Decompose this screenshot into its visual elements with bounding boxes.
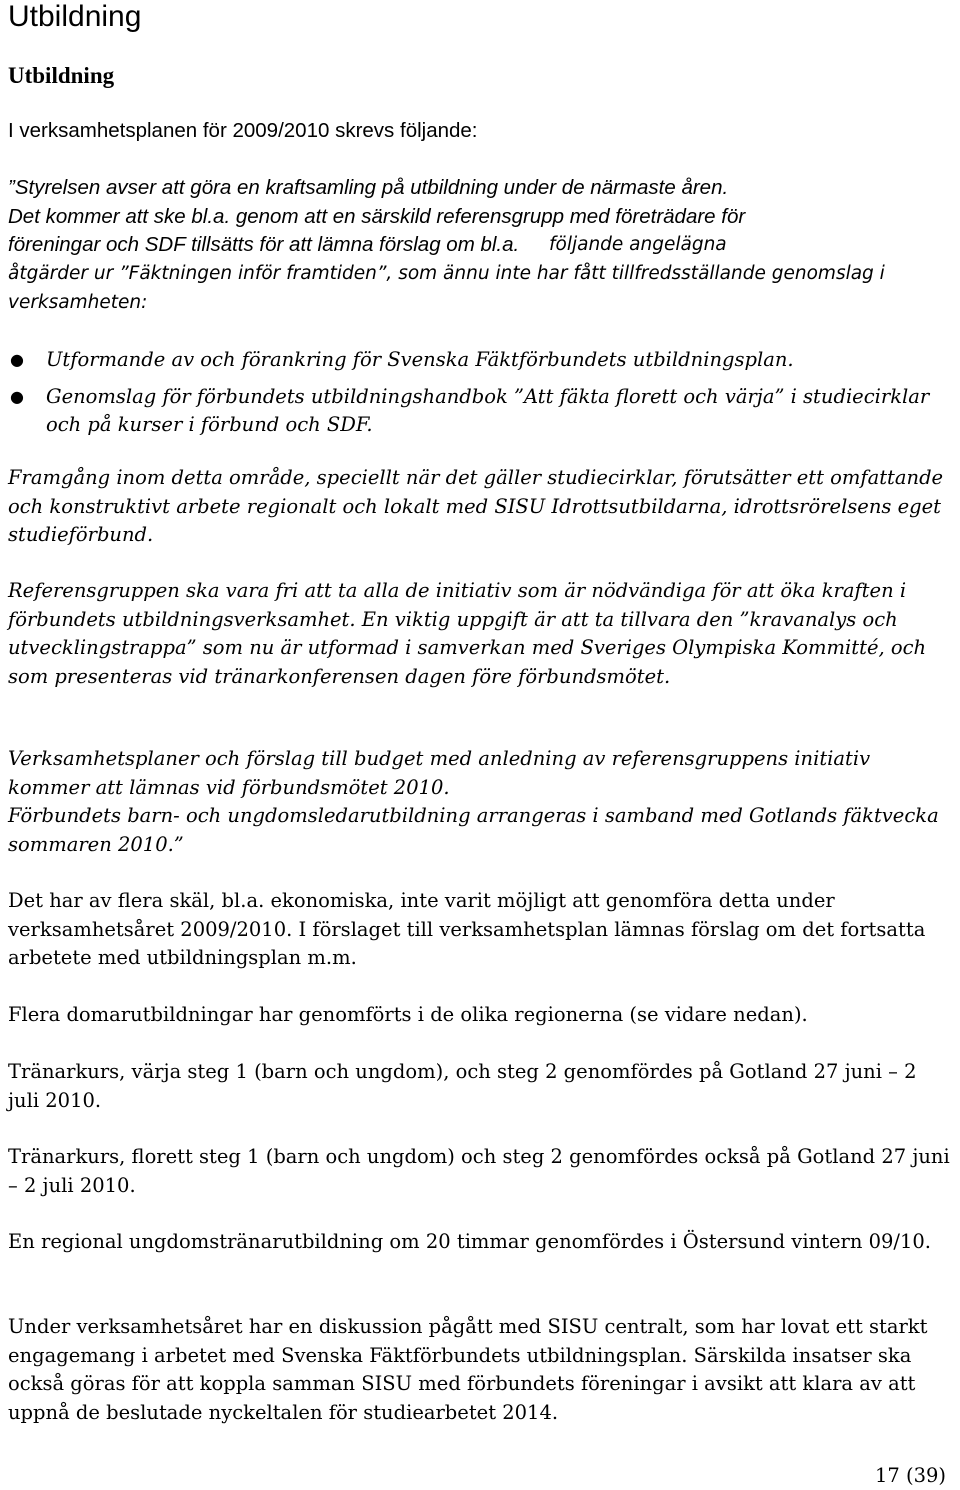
- paragraph-regional: En regional ungdomstränarutbildning om 20 timmar genomfördes i Östersund vintern 09/10.: [8, 1230, 931, 1253]
- quote-continuation: åtgärder ur ”Fäktningen inför framtiden”, som ännu inte har fått tillfredsställande genomslag i verksamheten:: [8, 263, 885, 313]
- paragraph-framgang: Framgång inom detta område, speciellt när det gäller studiecirklar, förutsätter ett omfattande och konstruktivt arbete regionalt och lokalt med SISU Idrottsutbildarna, idrottsrörelsens eget studieförbund.: [8, 466, 944, 546]
- list-item-text: Utformande av och förankring för Svenska Fäktförbundets utbildningsplan.: [46, 348, 794, 371]
- paragraph-tranarkurs-florett: Tränarkurs, florett steg 1 (barn och ungdom) och steg 2 genomfördes också på Gotland 27 juni – 2 juli 2010.: [8, 1145, 950, 1197]
- quote-line-2: Det kommer att ske bl.a. genom att en särskild referensgrupp med företrädare för: [8, 205, 746, 228]
- paragraph-verksamhetsplaner: Verksamhetsplaner och förslag till budget med anledning av referensgruppens initiativ kommer att lämnas vid förbundsmötet 2010.: [8, 747, 871, 799]
- section-heading: Utbildning: [8, 63, 115, 88]
- list-item: [10, 383, 951, 440]
- paragraph-det-har: Det har av flera skäl, bl.a. ekonomiska, inte varit möjligt att genomföra detta under verksamhetsåret 2009/2010. I förslaget till verksamhetsplan lämnas förslag om det fortsatta arbetete med utbildningsplan m.m.: [8, 889, 926, 969]
- quote-line-3: föreningar och SDF tillsätts för att lämna förslag om bl.a.: [8, 233, 520, 256]
- quote-line-3-tail: följande angelägna: [549, 234, 727, 255]
- bullet-icon: ●: [10, 386, 24, 406]
- intro-paragraph: I verksamhetsplanen för 2009/2010 skrevs följande:: [8, 119, 478, 142]
- quote-line-1: ”Styrelsen avser att göra en kraftsamling på utbildning under de närmaste åren.: [8, 176, 729, 199]
- list-item-text: Genomslag för förbundets utbildningshandbok ”Att fäkta florett och värja” i studiecirklar och på kurser i förbund och SDF.: [46, 384, 930, 436]
- bullet-list: [10, 346, 951, 448]
- paragraph-sisu: Under verksamhetsåret har en diskussion pågått med SISU centralt, som har lovat ett starkt engagemang i arbetet med Svenska Fäktförbundets utbildningsplan. Särskilda insatser ska också göras för att koppla samman SISU med förbundets föreningar i avsikt att klara av att uppnå de beslutade nyckeltalen för studiearbetet 2014.: [8, 1315, 928, 1424]
- list-item: [10, 346, 951, 375]
- paragraph-tranarkurs-varja: Tränarkurs, värja steg 1 (barn och ungdom), och steg 2 genomfördes på Gotland 27 juni – 2 juli 2010.: [8, 1060, 917, 1112]
- page-number: 17 (39): [874, 1464, 946, 1487]
- bullet-icon: ●: [10, 350, 24, 369]
- paragraph-forbundets-utbildning: Förbundets barn- och ungdomsledarutbildning arrangeras i samband med Gotlands fäktvecka sommaren 2010.”: [8, 804, 939, 856]
- paragraph-domarutbildningar: Flera domarutbildningar har genomförts i de olika regionerna (se vidare nedan).: [8, 1003, 808, 1026]
- paragraph-referensgruppen: Referensgruppen ska vara fri att ta alla de initiativ som är nödvändiga för att öka kraften i förbundets utbildningsverksamhet. En viktig uppgift är att ta tillvara den ”kravanalys och utvecklingstrappa” som nu är utformad i samverkan med Sveriges Olympiska Kommitté, och som presenteras vid tränarkonferensen dagen före förbundsmötet.: [8, 579, 927, 688]
- page-title: Utbildning: [8, 0, 142, 33]
